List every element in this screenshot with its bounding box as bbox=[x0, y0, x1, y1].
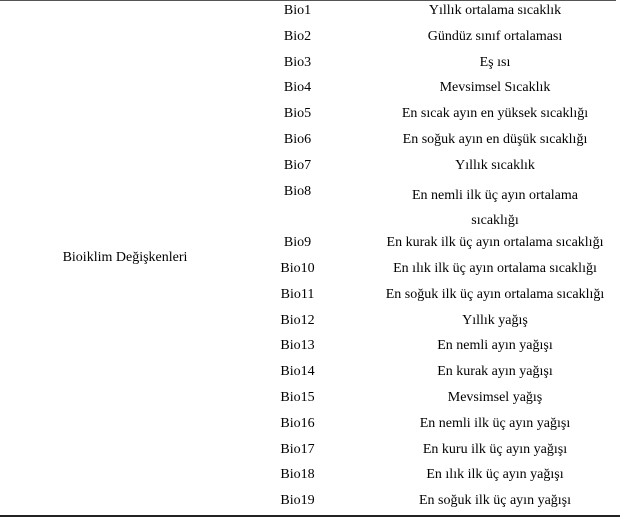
variable-description: En ılık ilk üç ayın ortalama sıcaklığı bbox=[393, 260, 597, 276]
variable-description: Yıllık sıcaklık bbox=[455, 157, 535, 173]
variable-description: Mevsimsel Sıcaklık bbox=[439, 80, 551, 96]
variable-code: Bio11 bbox=[280, 286, 315, 302]
table-row bbox=[250, 232, 622, 258]
table-row bbox=[250, 52, 622, 78]
variable-description: En soğuk ayın en düşük sıcaklığı bbox=[402, 131, 588, 147]
variable-code: Bio13 bbox=[280, 338, 315, 354]
variable-description: Mevsimsel yağış bbox=[447, 389, 543, 405]
variable-code: Bio12 bbox=[280, 312, 315, 328]
variable-description: Yıllık ortalama sıcaklık bbox=[428, 3, 562, 18]
variable-description: Eş ısı bbox=[479, 54, 511, 70]
table-row bbox=[250, 464, 622, 490]
variable-description: En nemli ayın yağışı bbox=[437, 338, 553, 354]
variable-code: Bio2 bbox=[283, 28, 312, 44]
table-row bbox=[250, 26, 622, 52]
table-row bbox=[250, 129, 622, 155]
variable-code: Bio4 bbox=[283, 80, 312, 96]
variable-description: En kurak ayın yağışı bbox=[437, 364, 553, 380]
variable-code: Bio16 bbox=[280, 415, 315, 431]
table-row bbox=[250, 310, 622, 336]
variable-code: Bio3 bbox=[283, 54, 312, 70]
variable-code: Bio10 bbox=[280, 260, 315, 276]
table-row bbox=[250, 103, 622, 129]
table-row bbox=[250, 258, 622, 284]
variable-description: En sıcak ayın en yüksek sıcaklığı bbox=[401, 106, 589, 122]
table-row bbox=[250, 181, 622, 233]
variable-code: Bio15 bbox=[280, 389, 315, 405]
variable-description: En ılık ilk üç ayın yağışı bbox=[426, 467, 564, 483]
table-row bbox=[250, 361, 622, 387]
bottom-rule bbox=[0, 515, 620, 517]
variable-code: Bio18 bbox=[280, 467, 315, 483]
variable-description: En kurak ilk üç ayın ortalama sıcaklığı bbox=[386, 235, 604, 251]
variable-description: En soğuk ilk üç ayın ortalama sıcaklığı bbox=[385, 286, 605, 302]
variable-code: Bio8 bbox=[283, 183, 312, 199]
table-row bbox=[250, 155, 622, 181]
table-row bbox=[250, 335, 622, 361]
variable-code: Bio1 bbox=[283, 3, 312, 18]
table-row bbox=[250, 284, 622, 310]
variable-code: Bio9 bbox=[283, 235, 312, 251]
table-row bbox=[250, 490, 622, 516]
table-row bbox=[250, 439, 622, 465]
variable-code: Bio6 bbox=[283, 131, 312, 147]
table-rows bbox=[250, 0, 622, 516]
variable-code: Bio7 bbox=[283, 157, 312, 173]
variable-description: En nemli ilk üç ayın yağışı bbox=[419, 415, 571, 431]
group-label: Bioiklim Değişkenleri bbox=[62, 249, 188, 265]
variable-description: En kuru ilk üç ayın yağışı bbox=[422, 441, 568, 457]
variable-code: Bio14 bbox=[280, 364, 315, 380]
table-row bbox=[250, 387, 622, 413]
variable-description: En nemli ilk üç ayın ortalama sıcaklığı bbox=[411, 187, 578, 229]
variable-description: Gündüz sınıf ortalaması bbox=[427, 28, 563, 44]
variable-code: Bio19 bbox=[280, 493, 315, 509]
table-row bbox=[250, 0, 622, 26]
variable-description: Yıllık yağış bbox=[462, 312, 528, 328]
variable-code: Bio17 bbox=[280, 441, 315, 457]
variable-description: En soğuk ilk üç ayın yağışı bbox=[418, 493, 572, 509]
variable-code: Bio5 bbox=[283, 106, 312, 122]
table-row bbox=[250, 77, 622, 103]
table-row bbox=[250, 413, 622, 439]
